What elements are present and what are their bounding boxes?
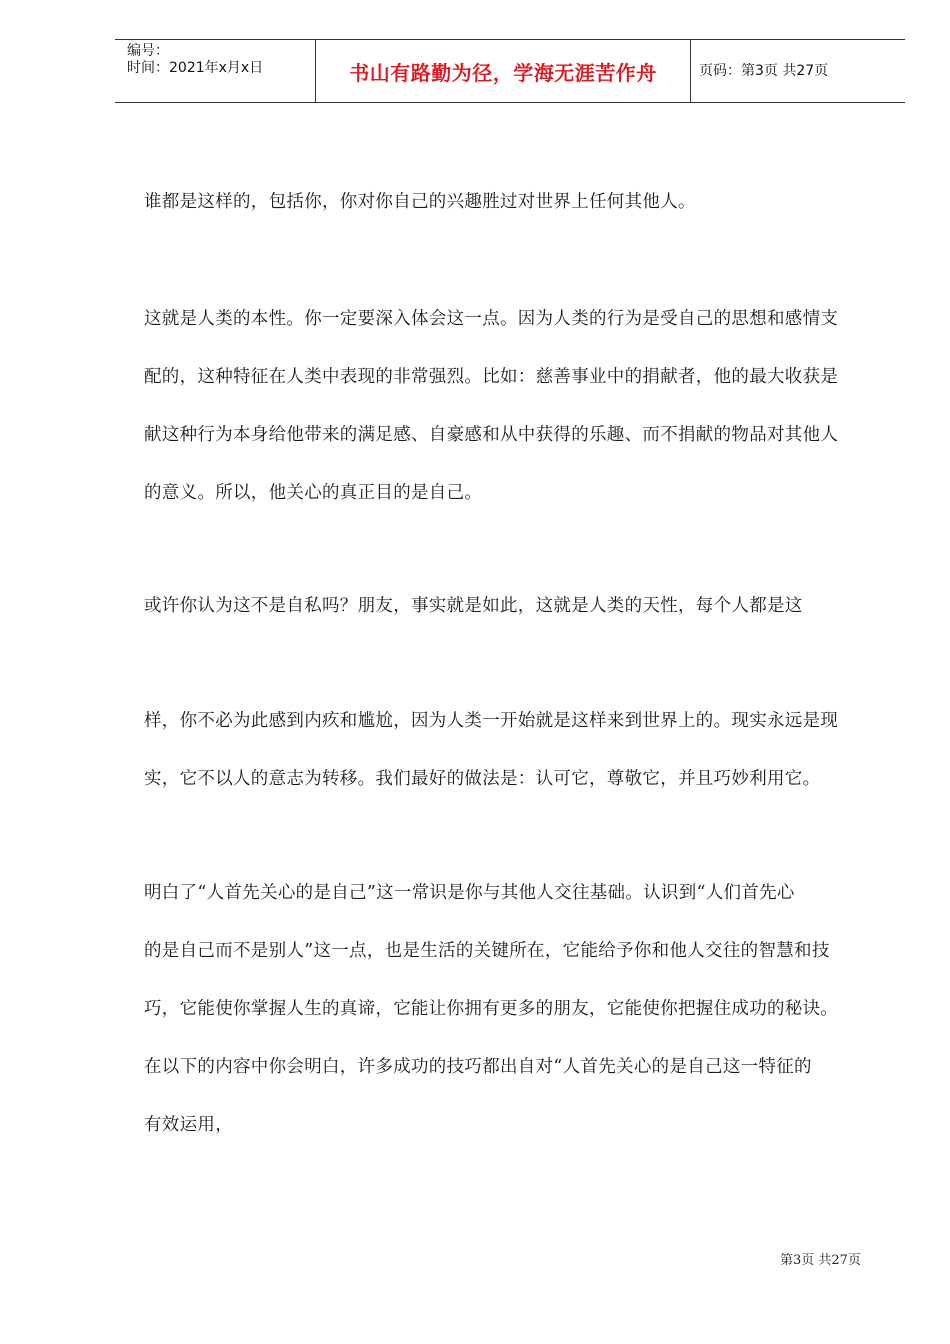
- text-line: 实，它不以人的意志为转移。我们最好的做法是：认可它，尊敬它，并且巧妙利用它。: [144, 769, 821, 789]
- paragraph-2: [144, 290, 884, 522]
- page-header: [115, 39, 905, 103]
- header-page-info: 页码：第3页 共27页: [699, 63, 829, 79]
- text-line: 在以下的内容中你会明白，许多成功的技巧都出自对“人首先关心的是自己这一特征的: [144, 1057, 812, 1077]
- paragraph-4: [144, 692, 884, 808]
- text-line: 的意义。所以，他关心的真正目的是自己。: [144, 483, 483, 503]
- motto-text: 书山有路勤为径，学海无涯苦作舟: [349, 60, 657, 85]
- header-motto-cell: [315, 40, 691, 102]
- text-line: 明白了“人首先关心的是自己”这一常识是你与其他人交往基础。认识到“人们首先心: [144, 883, 795, 903]
- paragraph-1: [144, 173, 884, 231]
- serial-number-label: 编号：: [127, 43, 169, 59]
- date-label: 时间：2021年x月x日: [127, 60, 264, 76]
- text-line: 谁都是这样的，包括你，你对你自己的兴趣胜过对世界上任何其他人。: [144, 192, 696, 212]
- text-line: 巧，它能使你掌握人生的真谛，它能让你拥有更多的朋友，它能使你把握住成功的秘诀。: [144, 999, 839, 1019]
- header-meta: [115, 40, 315, 102]
- header-page-cell: [691, 40, 905, 102]
- text-line: 献这种行为本身给他带来的满足感、自豪感和从中获得的乐趣、而不捐献的物品对其他人: [144, 425, 839, 445]
- text-line: 配的，这种特征在人类中表现的非常强烈。比如：慈善事业中的捐献者，他的最大收获是: [144, 367, 839, 387]
- text-line: 或许你认为这不是自私吗？朋友，事实就是如此，这就是人类的天性，每个人都是这: [144, 596, 803, 616]
- text-line: 的是自己而不是别人”这一点，也是生活的关键所在，它能给予你和他人交往的智慧和技: [144, 941, 830, 961]
- paragraph-5: [144, 864, 884, 1154]
- text-line: 这就是人类的本性。你一定要深入体会这一点。因为人类的行为是受自己的思想和感情支: [144, 309, 839, 329]
- footer-page-number: 第3页 共27页: [780, 1253, 861, 1268]
- paragraph-3: [144, 577, 884, 635]
- text-line: 样，你不必为此感到内疚和尴尬，因为人类一开始就是这样来到世界上的。现实永远是现: [144, 711, 839, 731]
- text-line: 有效运用，: [144, 1115, 233, 1135]
